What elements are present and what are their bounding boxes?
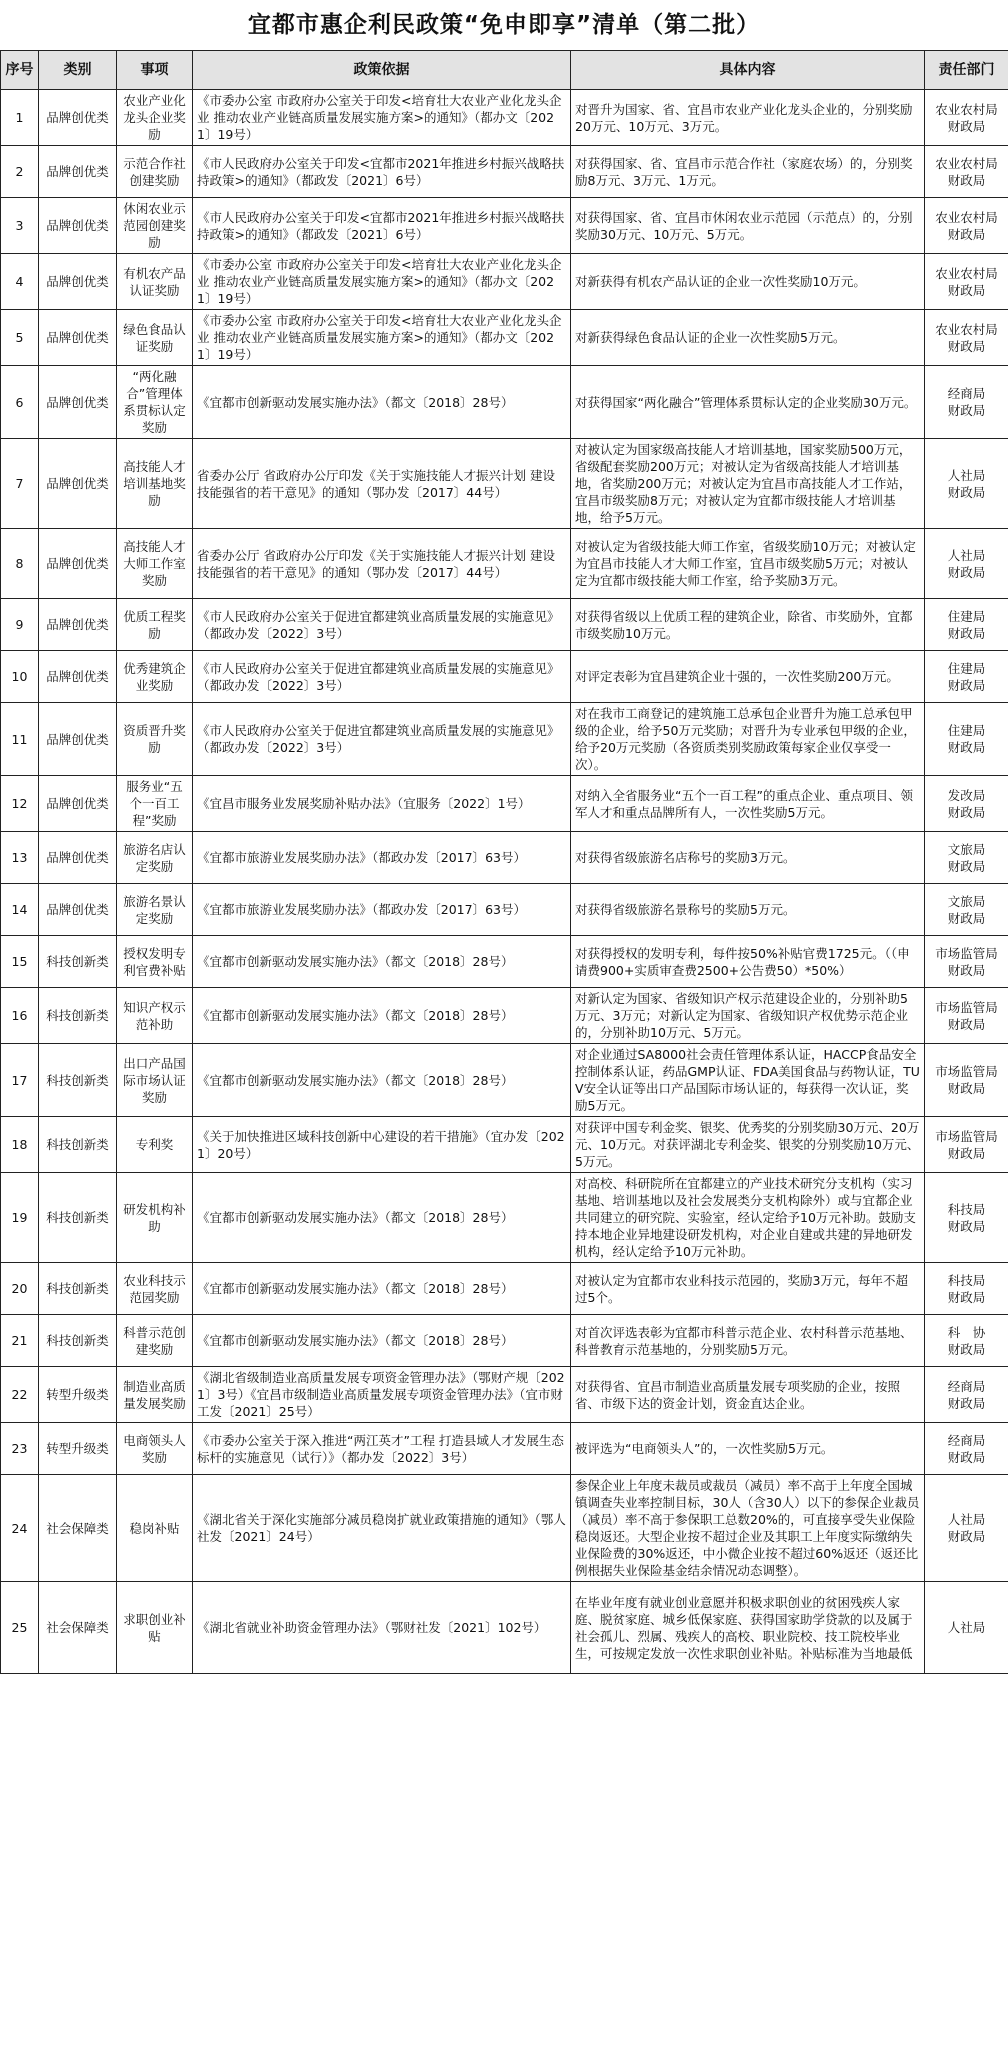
cell-no: 3 [1, 198, 39, 254]
cell-category: 转型升级类 [39, 1423, 117, 1475]
cell-no: 10 [1, 651, 39, 703]
cell-item: 资质晋升奖励 [117, 703, 193, 776]
dept-name: 财政局 [947, 910, 986, 926]
cell-no: 17 [1, 1044, 39, 1117]
cell-basis: 《市人民政府办公室关于印发<宜都市2021年推进乡村振兴战略扶持政策>的通知》（都政发〔2021〕6号） [193, 198, 571, 254]
cell-no: 6 [1, 366, 39, 439]
cell-content: 对新获得有机农产品认证的企业一次性奖励10万元。 [571, 254, 925, 310]
dept-name: 财政局 [947, 677, 986, 693]
cell-category: 品牌创优类 [39, 776, 117, 832]
dept-name: 财政局 [947, 1145, 986, 1161]
cell-item: 示范合作社创建奖励 [117, 146, 193, 198]
table-row [1, 1423, 1008, 1475]
cell-no: 9 [1, 599, 39, 651]
table-row [1, 1117, 1008, 1173]
dept-name: 农业农村局 [935, 155, 998, 171]
table-row [1, 651, 1008, 703]
cell-item: 服务业“五个一百工程”奖励 [117, 776, 193, 832]
cell-item: 知识产权示范补助 [117, 988, 193, 1044]
cell-content: 对获得省、宜昌市制造业高质量发展专项奖励的企业，按照省、市级下达的资金计划，资金直达企业。 [571, 1367, 925, 1423]
cell-content: 对获得省级旅游名景称号的奖励5万元。 [571, 884, 925, 936]
cell-category: 品牌创优类 [39, 198, 117, 254]
cell-item: 优秀建筑企业奖励 [117, 651, 193, 703]
dept-name: 发改局 [947, 787, 986, 803]
table-row [1, 599, 1008, 651]
dept-name: 农业农村局 [935, 265, 998, 281]
dept-name: 人社局 [947, 1512, 986, 1527]
cell-basis: 《市委办公室 市政府办公室关于印发<培育壮大农业产业化龙头企业 推动农业产业链高质量发展实施方案>的通知》（都办文〔2021〕19号） [193, 90, 571, 146]
cell-content: 对企业通过SA8000社会责任管理体系认证，HACCP食品安全控制体系认证，药品GMP认证、FDA美国食品与药物认证，TUV安全认证等出口产品国际市场认证的，每获得一次认证，奖励5万元。 [571, 1044, 925, 1117]
dept-name: 市场监管局 [935, 945, 998, 961]
cell-category: 社会保障类 [39, 1475, 117, 1582]
cell-basis: 《宜都市创新驱动发展实施办法》（都文〔2018〕28号） [193, 936, 571, 988]
cell-dept [925, 832, 1008, 884]
cell-dept [925, 439, 1008, 529]
dept-name: 文旅局 [947, 893, 986, 909]
dept-name: 财政局 [947, 403, 986, 418]
dept-name: 科技局 [947, 1272, 986, 1288]
cell-dept [925, 1044, 1008, 1117]
cell-basis: 《湖北省级制造业高质量发展专项资金管理办法》（鄂财产规〔2021〕3号）《宜昌市级制造业高质量发展专项资金管理办法》（宜市财工发〔2021〕25号） [193, 1367, 571, 1423]
cell-no: 24 [1, 1475, 39, 1582]
header-basis: 政策依据 [193, 51, 571, 90]
header-category: 类别 [39, 51, 117, 90]
table-row [1, 310, 1008, 366]
cell-dept [925, 198, 1008, 254]
table-row [1, 1263, 1008, 1315]
cell-content: 对被认定为省级技能大师工作室，省级奖励10万元；对被认定为宜昌市技能人才大师工作室，宜昌市级奖励5万元；对被认定为宜都市级技能大师工作室，给予奖励3万元。 [571, 529, 925, 599]
dept-name: 市场监管局 [935, 1128, 998, 1144]
cell-no: 12 [1, 776, 39, 832]
cell-item: 农业产业化龙头企业奖励 [117, 90, 193, 146]
cell-category: 品牌创优类 [39, 310, 117, 366]
cell-dept [925, 310, 1008, 366]
cell-content: 对获得国家“两化融合”管理体系贯标认定的企业奖励30万元。 [571, 366, 925, 439]
dept-name: 住建局 [947, 660, 986, 676]
cell-basis: 《宜都市创新驱动发展实施办法》（都文〔2018〕28号） [193, 1044, 571, 1117]
cell-category: 品牌创优类 [39, 884, 117, 936]
cell-dept [925, 599, 1008, 651]
cell-category: 品牌创优类 [39, 254, 117, 310]
cell-no: 15 [1, 936, 39, 988]
cell-basis: 《湖北省关于深化实施部分减员稳岗扩就业政策措施的通知》（鄂人社发〔2021〕24号） [193, 1475, 571, 1582]
table-row [1, 366, 1008, 439]
cell-no: 22 [1, 1367, 39, 1423]
cell-no: 5 [1, 310, 39, 366]
cell-dept [925, 366, 1008, 439]
cell-dept [925, 936, 1008, 988]
cell-category: 品牌创优类 [39, 366, 117, 439]
dept-name: 财政局 [947, 338, 986, 354]
cell-basis: 《关于加快推进区域科技创新中心建设的若干措施》（宜办发〔2021〕20号） [193, 1117, 571, 1173]
dept-name: 财政局 [947, 858, 986, 874]
cell-no: 19 [1, 1173, 39, 1263]
table-row [1, 1582, 1008, 1674]
table-row [1, 1315, 1008, 1367]
cell-content: 在毕业年度有就业创业意愿并积极求职创业的贫困残疾人家庭、脱贫家庭、城乡低保家庭、获得国家助学贷款的以及属于社会孤儿、烈属、残疾人的高校、职业院校、技工院校毕业生，可按规定发放一次性求职创业补贴。补贴标准为当地最低 [571, 1582, 925, 1674]
cell-basis: 省委办公厅 省政府办公厅印发《关于实施技能人才振兴计划 建设技能强省的若干意见》的通知（鄂办发〔2017〕44号） [193, 529, 571, 599]
cell-content: 对晋升为国家、省、宜昌市农业产业化龙头企业的，分别奖励20万元、10万元、3万元。 [571, 90, 925, 146]
cell-content: 对获得省级旅游名店称号的奖励3万元。 [571, 832, 925, 884]
table-row [1, 936, 1008, 988]
dept-name: 财政局 [947, 564, 986, 580]
cell-item: 授权发明专利官费补贴 [117, 936, 193, 988]
cell-content: 对在我市工商登记的建筑施工总承包企业晋升为施工总承包甲级的企业，给予50万元奖励；对晋升为专业承包甲级的企业，给予20万元奖励（各资质类别奖励政策每家企业仅享受一次）。 [571, 703, 925, 776]
cell-content: 对获得国家、省、宜昌市示范合作社（家庭农场）的，分别奖励8万元、3万元、1万元。 [571, 146, 925, 198]
cell-category: 品牌创优类 [39, 599, 117, 651]
cell-content: 对获得国家、省、宜昌市休闲农业示范园（示范点）的，分别奖励30万元、10万元、5万元。 [571, 198, 925, 254]
table-row [1, 90, 1008, 146]
cell-dept [925, 529, 1008, 599]
cell-category: 科技创新类 [39, 1263, 117, 1315]
cell-dept [925, 988, 1008, 1044]
cell-category: 科技创新类 [39, 1173, 117, 1263]
cell-item: 旅游名店认定奖励 [117, 832, 193, 884]
dept-name: 经商局 [947, 1378, 986, 1394]
cell-dept [925, 1117, 1008, 1173]
cell-no: 14 [1, 884, 39, 936]
dept-name: 农业农村局 [935, 101, 998, 117]
cell-no: 23 [1, 1423, 39, 1475]
dept-name: 财政局 [947, 1218, 986, 1234]
cell-basis: 《宜都市创新驱动发展实施办法》（都文〔2018〕28号） [193, 1263, 571, 1315]
dept-name: 财政局 [947, 1341, 986, 1357]
table-row [1, 776, 1008, 832]
cell-no: 18 [1, 1117, 39, 1173]
cell-category: 品牌创优类 [39, 651, 117, 703]
cell-item: “两化融合”管理体系贯标认定奖励 [117, 366, 193, 439]
cell-basis: 《湖北省就业补助资金管理办法》（鄂财社发〔2021〕102号） [193, 1582, 571, 1674]
cell-no: 4 [1, 254, 39, 310]
cell-basis: 省委办公厅 省政府办公厅印发《关于实施技能人才振兴计划 建设技能强省的若干意见》的通知（鄂办发〔2017〕44号） [193, 439, 571, 529]
dept-name: 财政局 [947, 1395, 986, 1411]
cell-dept [925, 146, 1008, 198]
cell-basis: 《宜都市创新驱动发展实施办法》（都文〔2018〕28号） [193, 1315, 571, 1367]
dept-name: 财政局 [947, 1449, 986, 1465]
dept-name: 财政局 [947, 1289, 986, 1305]
cell-no: 2 [1, 146, 39, 198]
cell-basis: 《宜昌市服务业发展奖励补贴办法》（宜服务〔2022〕1号） [193, 776, 571, 832]
dept-name: 财政局 [947, 484, 986, 500]
cell-no: 16 [1, 988, 39, 1044]
table-row [1, 254, 1008, 310]
dept-name: 人社局 [947, 547, 986, 563]
dept-name: 人社局 [947, 467, 986, 483]
cell-category: 科技创新类 [39, 936, 117, 988]
cell-category: 品牌创优类 [39, 529, 117, 599]
cell-basis: 《市委办公室 市政府办公室关于印发<培育壮大农业产业化龙头企业 推动农业产业链高质量发展实施方案>的通知》（都办文〔2021〕19号） [193, 254, 571, 310]
cell-dept [925, 1582, 1008, 1674]
cell-content: 对被认定为宜都市农业科技示范园的，奖励3万元，每年不超过5个。 [571, 1263, 925, 1315]
cell-category: 品牌创优类 [39, 90, 117, 146]
cell-content: 对获得省级以上优质工程的建筑企业，除省、市奖励外，宜都市级奖励10万元。 [571, 599, 925, 651]
cell-no: 13 [1, 832, 39, 884]
dept-name: 住建局 [947, 723, 986, 738]
table-row [1, 832, 1008, 884]
dept-name: 财政局 [947, 625, 986, 641]
dept-name: 财政局 [947, 1016, 986, 1032]
header-item: 事项 [117, 51, 193, 90]
dept-name: 财政局 [947, 118, 986, 134]
cell-content: 对评定表彰为宜昌建筑企业十强的，一次性奖励200万元。 [571, 651, 925, 703]
cell-item: 出口产品国际市场认证奖励 [117, 1044, 193, 1117]
cell-basis: 《市人民政府办公室关于促进宜都建筑业高质量发展的实施意见》（都政办发〔2022〕3号） [193, 651, 571, 703]
table-row [1, 703, 1008, 776]
table-row [1, 146, 1008, 198]
cell-content: 对新获得绿色食品认证的企业一次性奖励5万元。 [571, 310, 925, 366]
cell-category: 社会保障类 [39, 1582, 117, 1674]
dept-name: 财政局 [947, 740, 986, 755]
cell-basis: 《宜都市创新驱动发展实施办法》（都文〔2018〕28号） [193, 988, 571, 1044]
table-row [1, 988, 1008, 1044]
cell-item: 研发机构补助 [117, 1173, 193, 1263]
cell-basis: 《宜都市旅游业发展奖励办法》（都政办发〔2017〕63号） [193, 884, 571, 936]
dept-name: 农业农村局 [935, 209, 998, 225]
cell-category: 品牌创优类 [39, 439, 117, 529]
cell-basis: 《宜都市创新驱动发展实施办法》（都文〔2018〕28号） [193, 366, 571, 439]
cell-item: 专利奖 [117, 1117, 193, 1173]
dept-name: 农业农村局 [935, 321, 998, 337]
cell-no: 20 [1, 1263, 39, 1315]
dept-name: 科技局 [947, 1201, 986, 1217]
table-row [1, 1367, 1008, 1423]
cell-no: 1 [1, 90, 39, 146]
dept-name: 住建局 [947, 608, 986, 624]
cell-category: 科技创新类 [39, 1315, 117, 1367]
header-content: 具体内容 [571, 51, 925, 90]
cell-no: 25 [1, 1582, 39, 1674]
table-row [1, 884, 1008, 936]
dept-name: 财政局 [947, 282, 986, 298]
cell-basis: 《宜都市旅游业发展奖励办法》（都政办发〔2017〕63号） [193, 832, 571, 884]
cell-no: 8 [1, 529, 39, 599]
cell-category: 科技创新类 [39, 1117, 117, 1173]
dept-name: 经商局 [947, 1432, 986, 1448]
cell-category: 品牌创优类 [39, 703, 117, 776]
dept-name: 市场监管局 [935, 999, 998, 1015]
dept-name: 财政局 [947, 1081, 986, 1096]
cell-category: 科技创新类 [39, 988, 117, 1044]
cell-dept [925, 1173, 1008, 1263]
dept-name: 财政局 [947, 962, 986, 978]
dept-name: 经商局 [947, 386, 986, 401]
dept-name: 市场监管局 [935, 1064, 998, 1079]
cell-item: 科普示范创建奖励 [117, 1315, 193, 1367]
cell-item: 休闲农业示范园创建奖励 [117, 198, 193, 254]
table-header-row [1, 51, 1008, 90]
cell-item: 稳岗补贴 [117, 1475, 193, 1582]
cell-basis: 《宜都市创新驱动发展实施办法》（都文〔2018〕28号） [193, 1173, 571, 1263]
cell-no: 11 [1, 703, 39, 776]
cell-category: 品牌创优类 [39, 146, 117, 198]
table-row [1, 1044, 1008, 1117]
cell-category: 转型升级类 [39, 1367, 117, 1423]
dept-name: 财政局 [947, 804, 986, 820]
cell-content: 对被认定为国家级高技能人才培训基地，国家奖励500万元，省级配套奖励200万元；对被认定为省级高技能人才培训基地，省奖励200万元；对被认定为宜昌市高技能人才工作站，宜昌市级奖励8万元；对被认定为宜都市级技能人才培训基地，给予5万元。 [571, 439, 925, 529]
cell-item: 制造业高质量发展奖励 [117, 1367, 193, 1423]
table-row [1, 439, 1008, 529]
dept-name: 财政局 [947, 226, 986, 242]
cell-dept [925, 651, 1008, 703]
cell-dept [925, 1315, 1008, 1367]
cell-content: 被评选为“电商领头人”的，一次性奖励5万元。 [571, 1423, 925, 1475]
cell-dept [925, 90, 1008, 146]
cell-content: 对高校、科研院所在宜都建立的产业技术研究分支机构（实习基地、培训基地以及社会发展类分支机构除外）或与宜都企业共同建立的研究院、实验室，经认定给予10万元补助。鼓励支持本地企业异地建设研发机构，对企业自建或共建的异地研发机构，经认定给予10万元补助。 [571, 1173, 925, 1263]
cell-dept [925, 884, 1008, 936]
cell-dept [925, 1367, 1008, 1423]
cell-content: 对纳入全省服务业“五个一百工程”的重点企业、重点项目、领军人才和重点品牌所有人，一次性奖励5万元。 [571, 776, 925, 832]
cell-basis: 《市人民政府办公室关于促进宜都建筑业高质量发展的实施意见》（都政办发〔2022〕3号） [193, 599, 571, 651]
cell-item: 农业科技示范园奖励 [117, 1263, 193, 1315]
header-dept: 责任部门 [925, 51, 1008, 90]
cell-item: 电商领头人奖励 [117, 1423, 193, 1475]
cell-content: 对新认定为国家、省级知识产权示范建设企业的，分别补助5万元、3万元；对新认定为国家、省级知识产权优势示范企业的，分别补助10万元、5万元。 [571, 988, 925, 1044]
dept-name: 财政局 [947, 1529, 986, 1544]
cell-category: 品牌创优类 [39, 832, 117, 884]
dept-name: 文旅局 [947, 841, 986, 857]
cell-content: 参保企业上年度未裁员或裁员（减员）率不高于上年度全国城镇调查失业率控制目标，30人（含30人）以下的参保企业裁员（减员）率不高于参保职工总数20%的，可直接享受失业保险稳岗返还。大型企业按不超过企业及其职工上年度实际缴纳失业保险费的30%返还，中小微企业按不超过60%返还（返还比例根据失业保险基金结余情况动态调整）。 [571, 1475, 925, 1582]
table-row [1, 529, 1008, 599]
cell-dept [925, 1423, 1008, 1475]
dept-name: 财政局 [947, 172, 986, 188]
cell-item: 高技能人才培训基地奖励 [117, 439, 193, 529]
cell-item: 有机农产品认证奖励 [117, 254, 193, 310]
policy-table [0, 50, 1008, 1674]
cell-category: 科技创新类 [39, 1044, 117, 1117]
cell-dept [925, 254, 1008, 310]
table-row [1, 198, 1008, 254]
dept-name: 科 协 [947, 1324, 986, 1340]
table-row [1, 1475, 1008, 1582]
table-body [1, 90, 1008, 1674]
cell-no: 21 [1, 1315, 39, 1367]
cell-basis: 《市委办公室 市政府办公室关于印发<培育壮大农业产业化龙头企业 推动农业产业链高质量发展实施方案>的通知》（都办文〔2021〕19号） [193, 310, 571, 366]
cell-item: 绿色食品认证奖励 [117, 310, 193, 366]
cell-basis: 《市人民政府办公室关于促进宜都建筑业高质量发展的实施意见》（都政办发〔2022〕3号） [193, 703, 571, 776]
dept-name: 人社局 [947, 1620, 986, 1635]
cell-dept [925, 1263, 1008, 1315]
cell-item: 旅游名景认定奖励 [117, 884, 193, 936]
cell-item: 高技能人才大师工作室奖励 [117, 529, 193, 599]
cell-content: 对首次评选表彰为宜都市科普示范企业、农村科普示范基地、科普教育示范基地的，分别奖励5万元。 [571, 1315, 925, 1367]
cell-dept [925, 1475, 1008, 1582]
cell-basis: 《市委办公室关于深入推进“两江英才”工程 打造县域人才发展生态标杆的实施意见（试行）》（都办发〔2022〕3号） [193, 1423, 571, 1475]
cell-item: 优质工程奖励 [117, 599, 193, 651]
cell-basis: 《市人民政府办公室关于印发<宜都市2021年推进乡村振兴战略扶持政策>的通知》（都政发〔2021〕6号） [193, 146, 571, 198]
cell-content: 对获评中国专利金奖、银奖、优秀奖的分别奖励30万元、20万元、10万元。对获评湖北专利金奖、银奖的分别奖励10万元、5万元。 [571, 1117, 925, 1173]
table-row [1, 1173, 1008, 1263]
header-no: 序号 [1, 51, 39, 90]
cell-content: 对获得授权的发明专利，每件按50%补贴官费1725元。（（申请费900+实质审查费2500+公告费50）*50%） [571, 936, 925, 988]
cell-dept [925, 776, 1008, 832]
page-title: 宜都市惠企利民政策“免申即享”清单（第二批） [247, 12, 761, 38]
cell-item: 求职创业补贴 [117, 1582, 193, 1674]
cell-no: 7 [1, 439, 39, 529]
cell-dept [925, 703, 1008, 776]
